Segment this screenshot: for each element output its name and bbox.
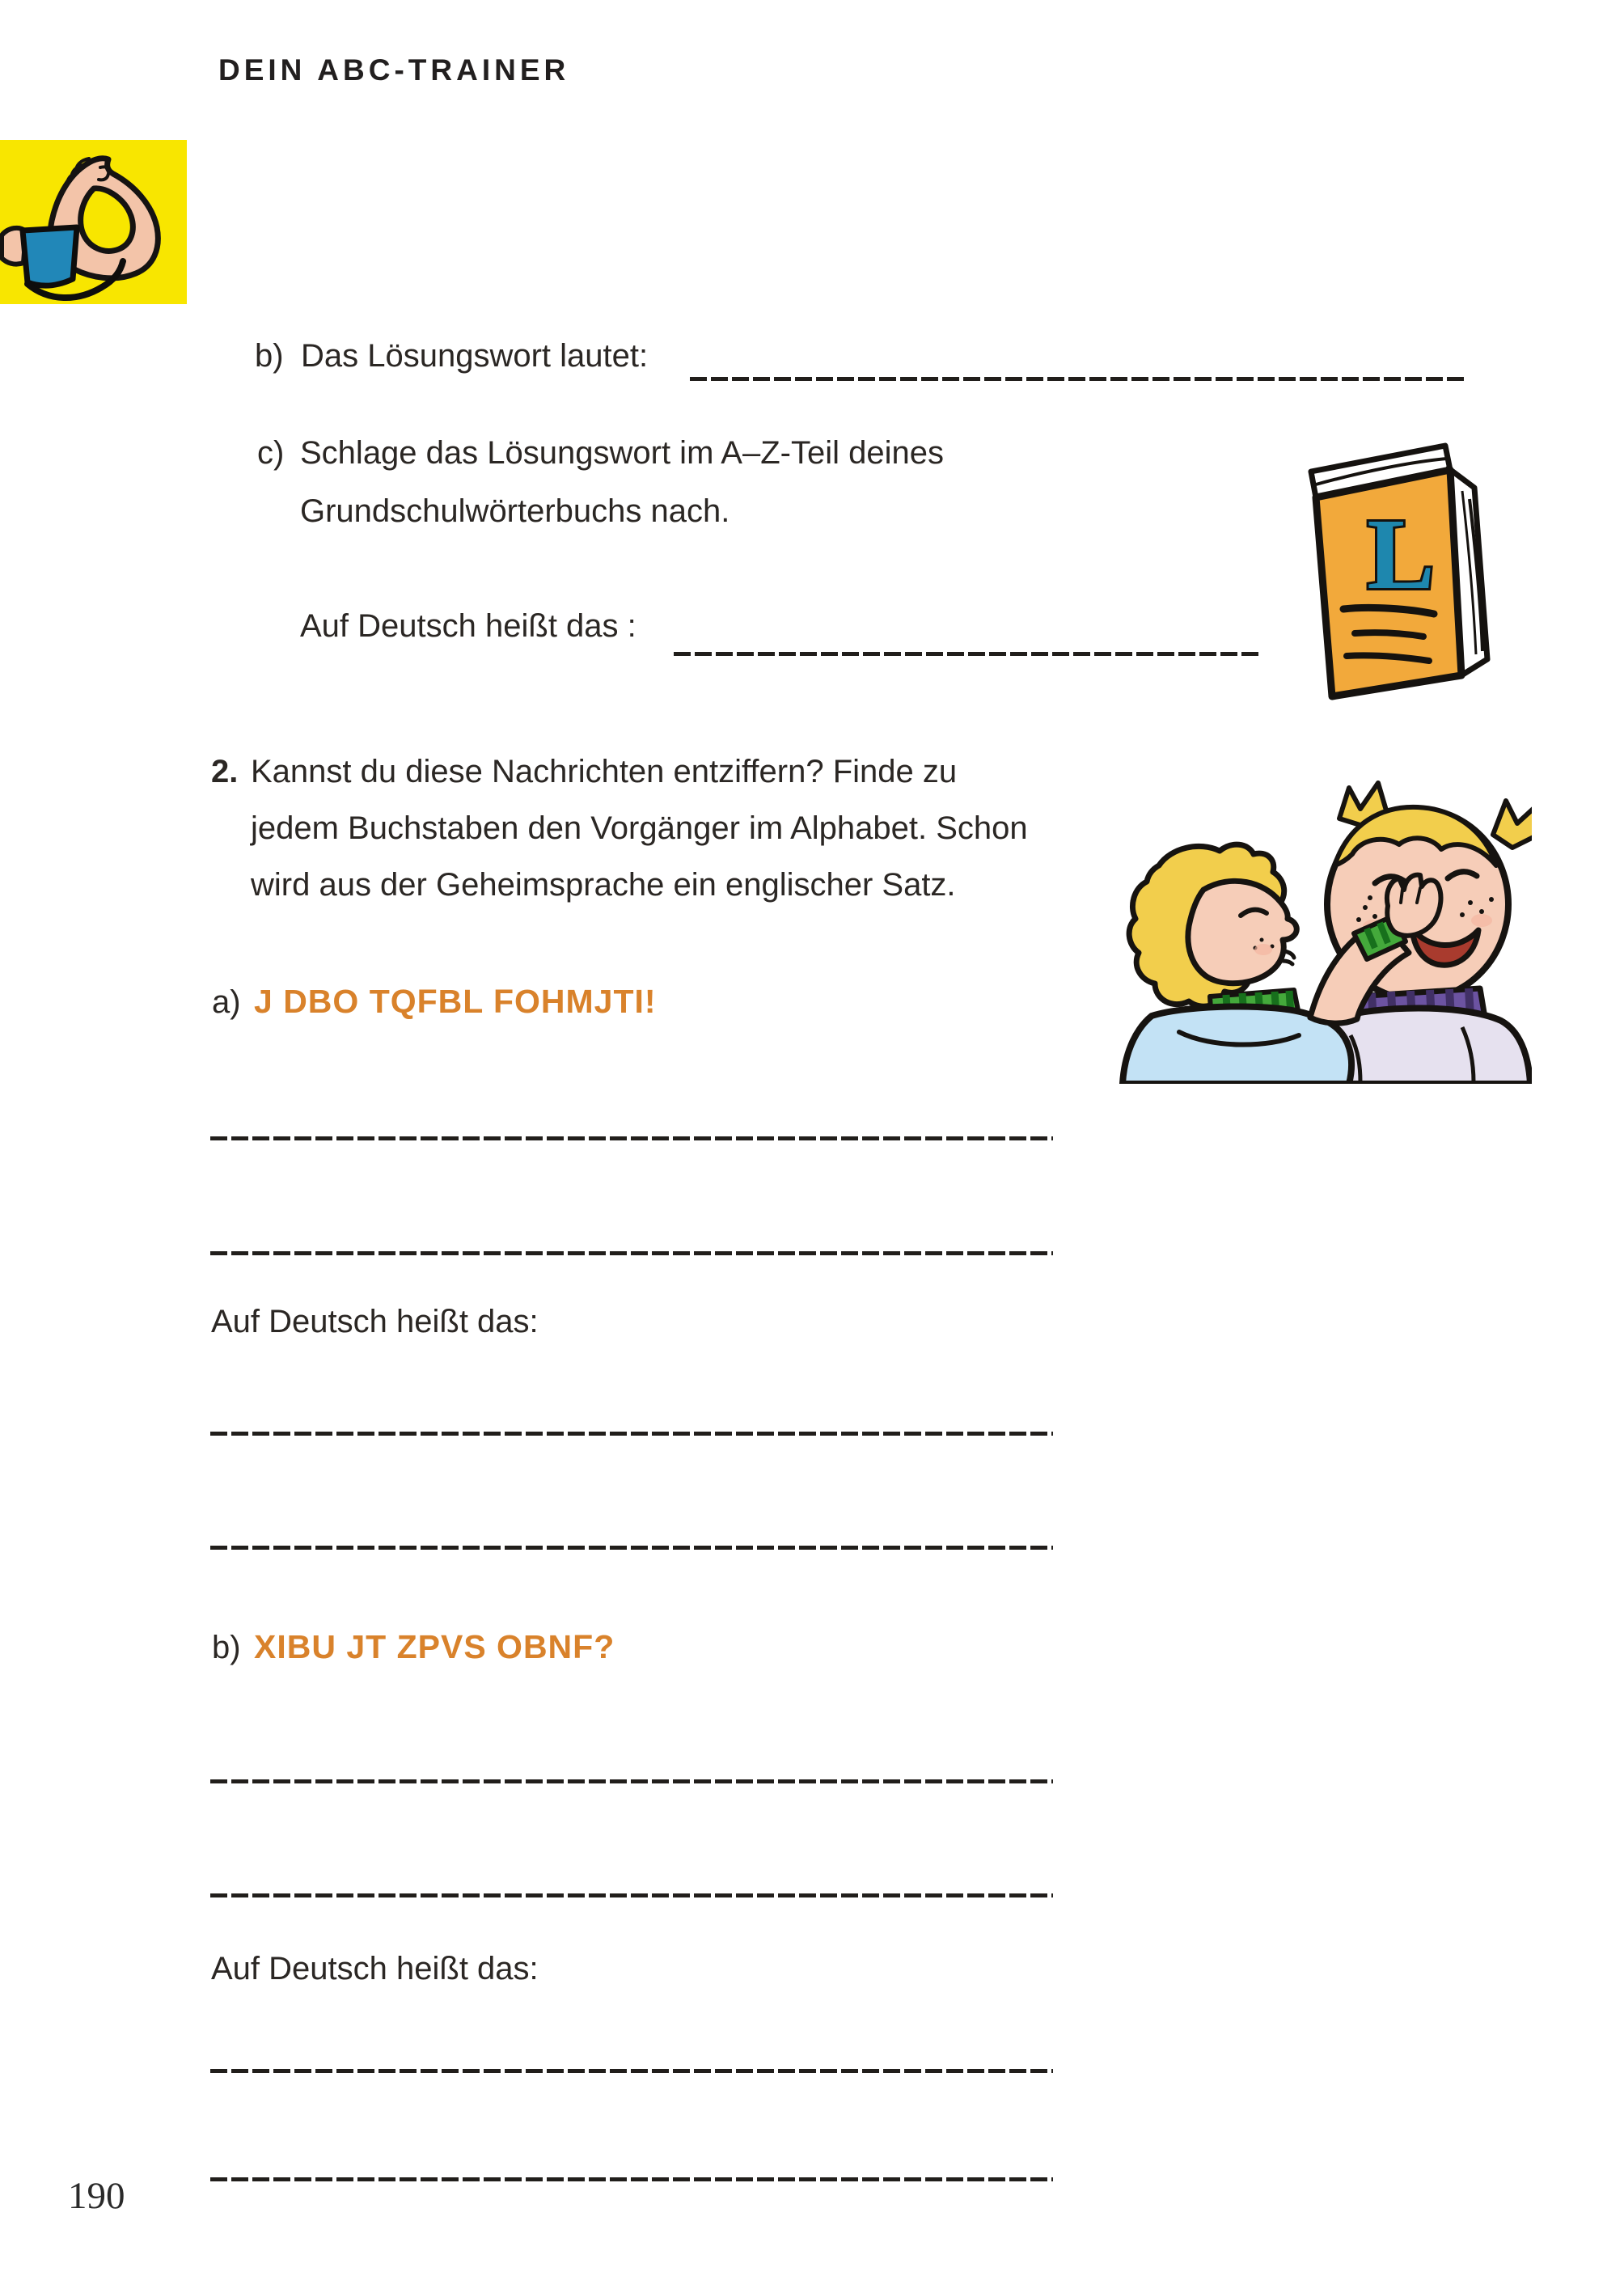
cipher-a-label: a) xyxy=(212,984,241,1020)
item-c-text-line1: Schlage das Lösungswort im A–Z-Teil deines xyxy=(300,435,944,471)
writing-line xyxy=(210,1251,1053,1255)
cipher-b-text: XIBU JT ZPVS OBNF? xyxy=(254,1628,615,1665)
dictionary-book-icon xyxy=(1290,425,1525,724)
answer-line xyxy=(690,377,1468,381)
writing-line xyxy=(210,1432,1053,1436)
item-c-label: c) xyxy=(257,435,285,471)
item-c-text-line2: Grundschulwörterbuchs nach. xyxy=(300,493,730,529)
writing-line xyxy=(210,1779,1053,1783)
cipher-b-row xyxy=(212,1628,615,1665)
whispering-children-icon xyxy=(1082,760,1532,1084)
muscle-arm-icon xyxy=(0,140,187,304)
book-letter: L xyxy=(1367,499,1435,611)
translation-prompt-b: Auf Deutsch heißt das: xyxy=(211,1951,539,1986)
translation-prompt-a: Auf Deutsch heißt das: xyxy=(211,1304,539,1339)
task2-instruction-line1: Kannst du diese Nachrichten entziffern? Finde zu xyxy=(251,754,958,789)
task2-number: 2. xyxy=(211,754,239,789)
item-b-row xyxy=(255,340,648,372)
cipher-a-row xyxy=(212,985,657,1018)
margin-highlight-box xyxy=(0,140,187,304)
cipher-a-text: J DBO TQFBL FOHMJTI! xyxy=(254,983,657,1020)
task2-instruction-line3: wird aus der Geheimsprache ein englischer Satz. xyxy=(251,867,956,903)
page-title: DEIN ABC-TRAINER xyxy=(218,53,570,87)
translation-prompt-c: Auf Deutsch heißt das : xyxy=(300,608,636,644)
writing-line xyxy=(210,2177,1053,2181)
writing-line xyxy=(210,1136,1053,1140)
writing-line xyxy=(210,1546,1053,1550)
item-b-label: b) xyxy=(255,338,284,374)
answer-line xyxy=(674,652,1260,656)
task2-row1 xyxy=(211,755,957,788)
writing-line xyxy=(210,1893,1053,1897)
task2-instruction-line2: jedem Buchstaben den Vorgänger im Alphabet. Schon xyxy=(251,810,1028,846)
cipher-b-label: b) xyxy=(212,1630,241,1665)
item-b-text: Das Lösungswort lautet: xyxy=(301,338,649,374)
page-number: 190 xyxy=(68,2175,125,2217)
writing-line xyxy=(210,2069,1053,2073)
item-c-row xyxy=(257,437,944,469)
